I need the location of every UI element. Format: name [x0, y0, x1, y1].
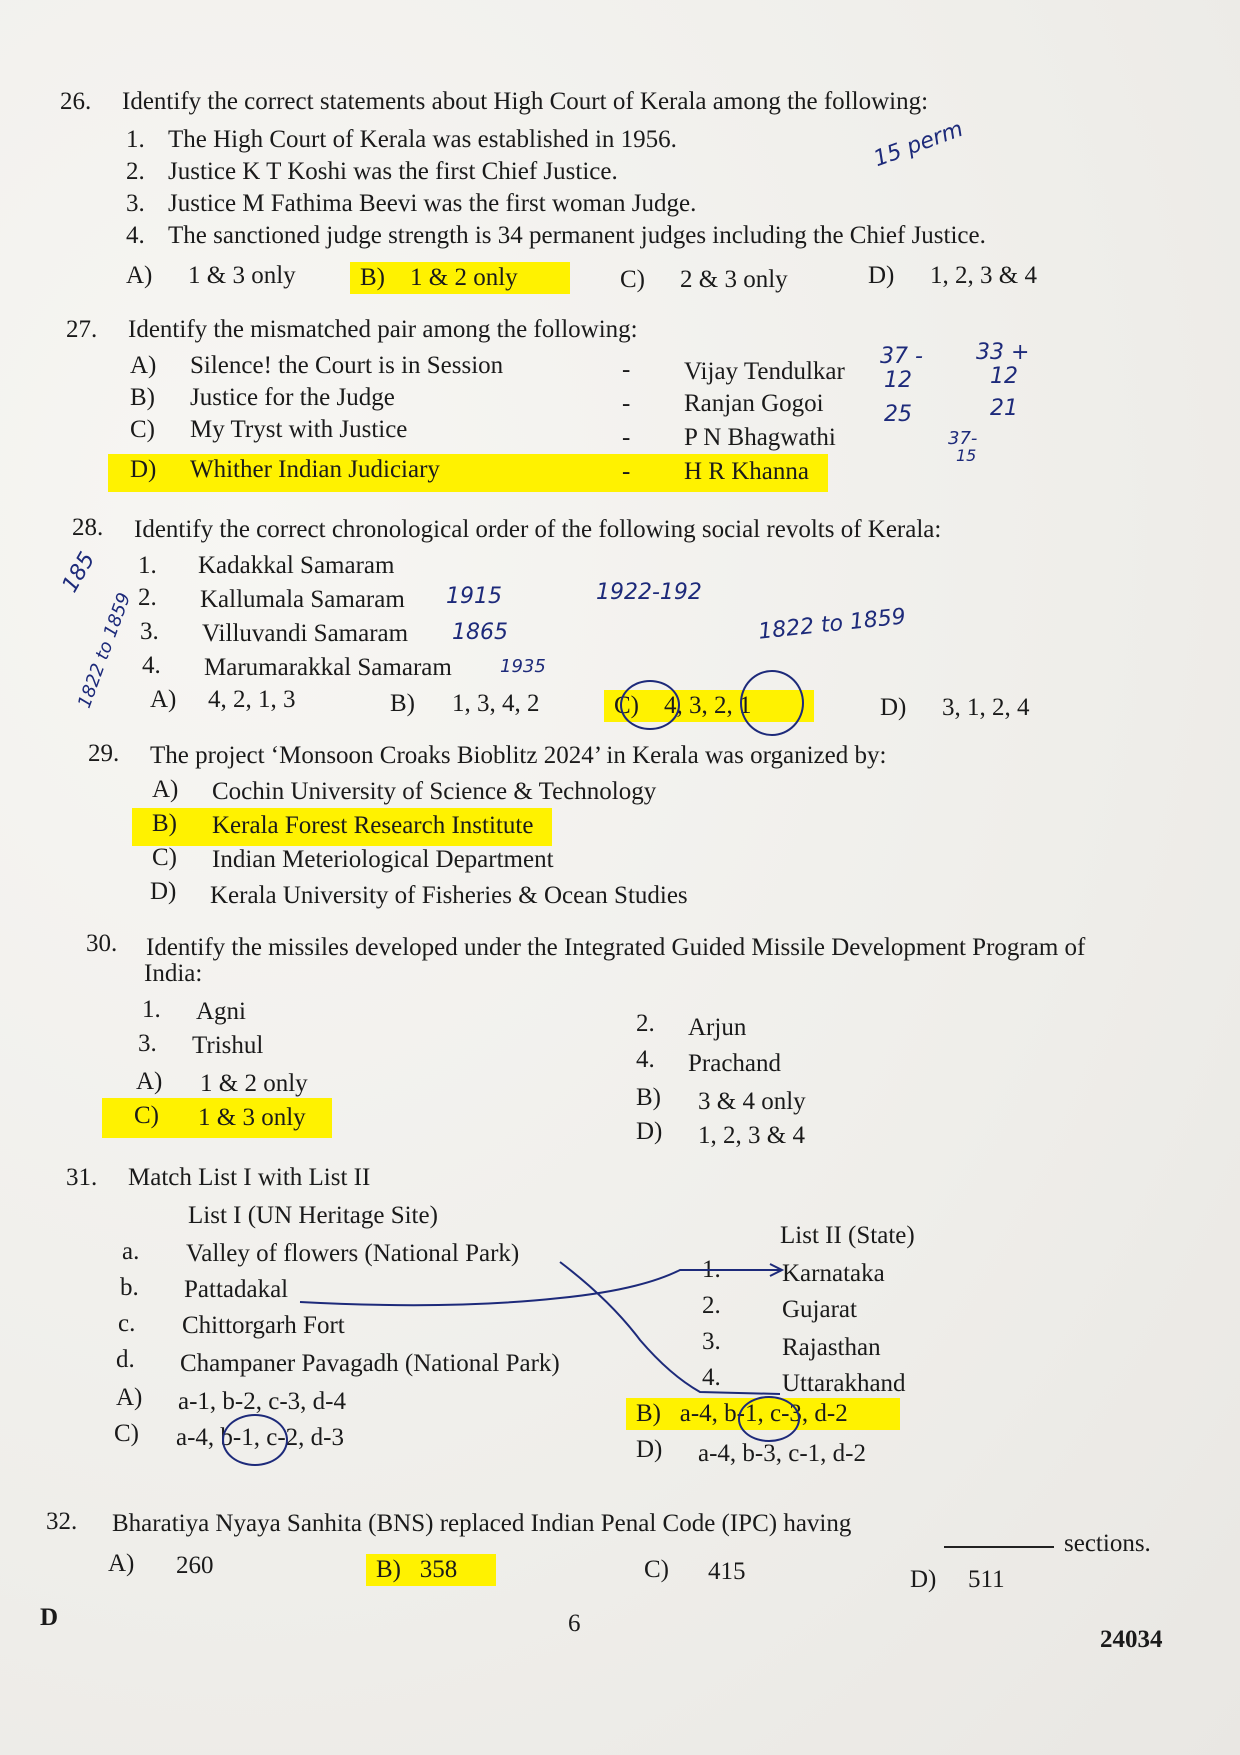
list-item: Rajasthan	[782, 1334, 881, 1361]
option-text: My Tryst with Justice	[190, 416, 408, 443]
list-heading: List I (UN Heritage Site)	[188, 1202, 438, 1229]
option-text: 1, 3, 4, 2	[452, 690, 540, 717]
handwritten-year: 1822 to 1859	[757, 604, 907, 645]
option-text: Kerala University of Fisheries & Ocean Studies	[210, 882, 688, 909]
statement: Agni	[196, 998, 246, 1025]
question-text: Bharatiya Nyaya Sanhita (BNS) replaced Indian Penal Code (IPC) having	[112, 1510, 852, 1537]
handwritten-calc: 12	[884, 368, 912, 393]
option-text: 1 & 3 only	[188, 262, 296, 289]
blank-line	[944, 1546, 1054, 1548]
option-text: 358	[419, 1556, 458, 1583]
list-item: Pattadakal	[184, 1276, 289, 1303]
statement: Arjun	[688, 1014, 747, 1041]
option-text: 260	[176, 1552, 214, 1579]
option-label: C)	[114, 1420, 139, 1447]
question-number: 28.	[72, 514, 104, 541]
list-marker: 1.	[702, 1256, 721, 1283]
statement: Prachand	[688, 1050, 782, 1077]
option-label: A)	[126, 262, 153, 289]
option-label: B)	[130, 384, 155, 411]
option-label: C)	[614, 692, 639, 719]
statement-number: 4.	[636, 1046, 655, 1073]
option-label: B)	[376, 1556, 401, 1583]
list-item: Champaner Pavagadh (National Park)	[180, 1350, 560, 1377]
option-label: B)	[636, 1084, 661, 1111]
question-text: Identify the mismatched pair among the following:	[128, 316, 638, 343]
option-text: 3 & 4 only	[698, 1088, 806, 1115]
dash: -	[622, 356, 631, 383]
option-label: A)	[116, 1384, 143, 1411]
statement-number: 2.	[138, 584, 157, 611]
dash: -	[622, 458, 631, 485]
statement-number: 1.	[138, 552, 157, 579]
statement-number: 4.	[142, 652, 161, 679]
option-text: a-4, b-1, c-3, d-2	[679, 1400, 848, 1427]
option-label: A)	[136, 1068, 163, 1095]
option-text: 1 & 2 only	[200, 1070, 308, 1097]
handwritten-note: 15 perm	[870, 116, 967, 173]
option-text: Cochin University of Science & Technology	[212, 778, 657, 805]
option-pair: Ranjan Gogoi	[684, 390, 824, 417]
option-label: D)	[130, 456, 157, 483]
statement-number: 4.	[126, 222, 145, 249]
question-number: 31.	[66, 1164, 98, 1191]
list-marker: d.	[116, 1346, 135, 1373]
question-text: Identify the correct chronological order of the following social revolts of Kerala:	[134, 516, 942, 543]
list-item: Uttarakhand	[782, 1370, 906, 1397]
option-label: D)	[150, 878, 177, 905]
option-text: 1, 2, 3 & 4	[698, 1122, 805, 1149]
list-marker: c.	[118, 1310, 136, 1337]
option-pair: P N Bhagwathi	[684, 424, 836, 451]
statement: Kadakkal Samaram	[198, 552, 395, 579]
option-text: 511	[968, 1566, 1005, 1593]
statement: Marumarakkal Samaram	[204, 654, 452, 681]
question-number: 32.	[46, 1508, 78, 1535]
option-label: A)	[130, 352, 157, 379]
question-text: Identify the correct statements about High Court of Kerala among the following:	[122, 88, 929, 115]
list-item: Karnataka	[782, 1260, 885, 1287]
option-text: 1 & 2 only	[410, 264, 518, 291]
statement-number: 3.	[126, 190, 145, 217]
option-text: Kerala Forest Research Institute	[212, 812, 534, 839]
option-text: Justice for the Judge	[190, 384, 395, 411]
option-label: B)	[636, 1400, 661, 1427]
statement: Trishul	[192, 1032, 264, 1059]
option-label: C)	[152, 844, 177, 871]
option-text: Silence! the Court is in Session	[190, 352, 504, 379]
list-marker: 4.	[702, 1364, 721, 1391]
option-text: 3, 1, 2, 4	[942, 694, 1030, 721]
footer-series-code: D	[40, 1604, 59, 1631]
statement-number: 1.	[126, 126, 145, 153]
option-text: a-1, b-2, c-3, d-4	[178, 1388, 346, 1415]
statement: Justice M Fathima Beevi was the first woman Judge.	[168, 190, 697, 217]
option-text: 4, 3, 2, 1	[664, 692, 752, 719]
statement: Villuvandi Samaram	[202, 620, 409, 647]
option-pair: H R Khanna	[684, 458, 809, 485]
option-highlighted	[366, 1554, 496, 1586]
handwritten-year: 1822 to 1859	[73, 589, 136, 712]
option-text: a-4, b-1, c-2, d-3	[176, 1424, 344, 1451]
option-label: D)	[636, 1436, 663, 1463]
question-text: Identify the missiles developed under the Integrated Guided Missile Development Program of	[146, 934, 1086, 961]
question-text: India:	[144, 960, 203, 987]
option-label: B)	[152, 810, 177, 837]
handwritten-calc: 33 +	[976, 340, 1030, 365]
list-marker: 2.	[702, 1292, 721, 1319]
handwritten-year: 1915	[446, 584, 502, 609]
dash: -	[622, 390, 631, 417]
option-label: B)	[360, 264, 385, 291]
statement-number: 3.	[138, 1030, 157, 1057]
option-text: Whither Indian Judiciary	[190, 456, 440, 483]
page-number: 6	[568, 1610, 581, 1637]
statement: The High Court of Kerala was established in 1956.	[168, 126, 677, 153]
option-text: 1 & 3 only	[198, 1104, 306, 1131]
option-label: D)	[910, 1566, 937, 1593]
list-heading: List II (State)	[780, 1222, 915, 1249]
statement-number: 2.	[636, 1010, 655, 1037]
option-text: a-4, b-3, c-1, d-2	[698, 1440, 866, 1467]
option-label: C)	[620, 266, 645, 293]
handwritten-calc: 15	[956, 446, 977, 465]
list-marker: a.	[122, 1238, 140, 1265]
handwritten-calc: 25	[884, 402, 912, 427]
option-text: 415	[708, 1558, 746, 1585]
option-text: 2 & 3 only	[680, 266, 788, 293]
option-label: D)	[868, 262, 895, 289]
option-text: 4, 2, 1, 3	[208, 686, 296, 713]
statement-number: 2.	[126, 158, 145, 185]
option-text: 1, 2, 3 & 4	[930, 262, 1037, 289]
option-pair: Vijay Tendulkar	[684, 358, 845, 385]
option-label: C)	[644, 1556, 669, 1583]
option-label: C)	[134, 1102, 159, 1129]
list-item: Gujarat	[782, 1296, 857, 1323]
list-item: Valley of flowers (National Park)	[186, 1240, 520, 1267]
handwritten-calc: 37 -	[880, 344, 923, 369]
handwritten-year: 185	[57, 548, 101, 597]
option-label: B)	[390, 690, 415, 717]
question-text: Match List I with List II	[128, 1164, 371, 1191]
question-number: 30.	[86, 930, 118, 957]
option-label: D)	[880, 694, 907, 721]
statement-number: 1.	[142, 996, 161, 1023]
handwritten-calc: 12	[990, 364, 1018, 389]
option-label: A)	[108, 1550, 135, 1577]
question-number: 29.	[88, 740, 120, 767]
statement: Kallumala Samaram	[200, 586, 405, 613]
dash: -	[622, 424, 631, 451]
option-text: Indian Meteriological Department	[212, 846, 554, 873]
handwritten-year: 1922-192	[596, 580, 702, 605]
option-label: A)	[152, 776, 179, 803]
list-item: Chittorgarh Fort	[182, 1312, 345, 1339]
question-text: sections.	[1064, 1530, 1151, 1557]
statement-number: 3.	[140, 618, 159, 645]
handwritten-calc: 21	[990, 396, 1018, 421]
option-label: C)	[130, 416, 155, 443]
list-marker: b.	[120, 1274, 139, 1301]
question-number: 26.	[60, 88, 92, 115]
option-label: D)	[636, 1118, 663, 1145]
handwritten-year: 1935	[500, 656, 546, 677]
option-label: A)	[150, 686, 177, 713]
statement: The sanctioned judge strength is 34 permanent judges including the Chief Justice.	[168, 222, 986, 249]
handwritten-calc: 37-	[948, 428, 978, 449]
question-text: The project ‘Monsoon Croaks Bioblitz 2024’ in Kerala was organized by:	[150, 742, 887, 769]
handwritten-year: 1865	[452, 620, 508, 645]
statement: Justice K T Koshi was the first Chief Justice.	[168, 158, 618, 185]
list-marker: 3.	[702, 1328, 721, 1355]
footer-paper-code: 24034	[1100, 1626, 1163, 1653]
question-number: 27.	[66, 316, 98, 343]
